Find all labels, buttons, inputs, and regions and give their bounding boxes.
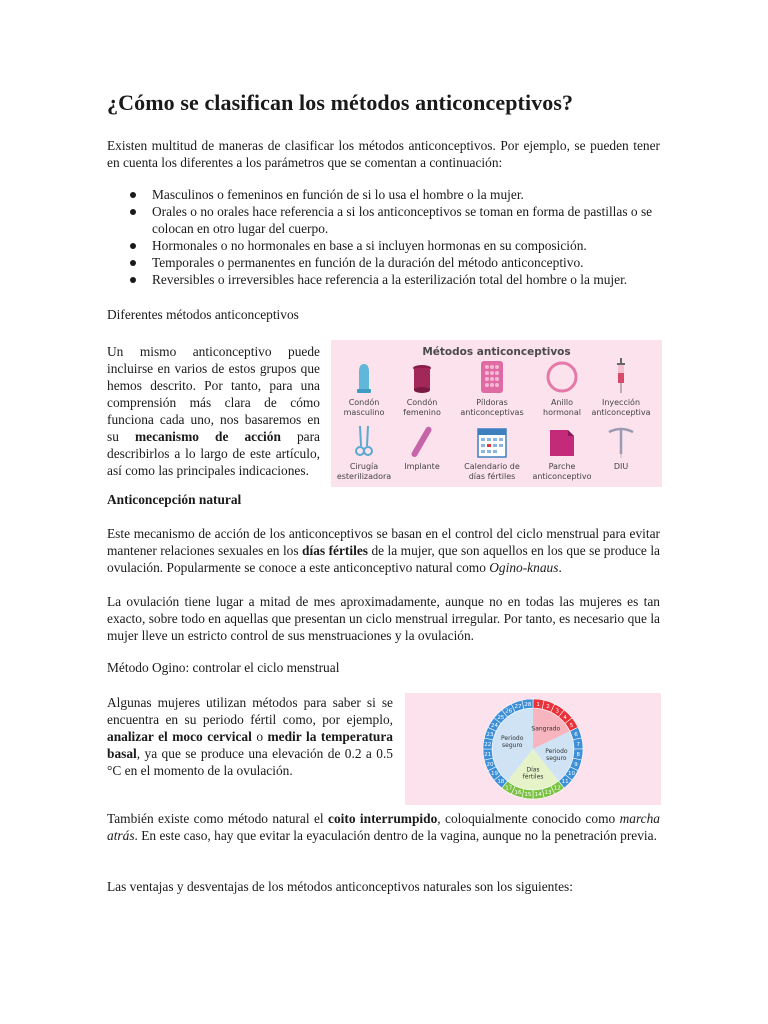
day-number: 22 [484,741,492,748]
day-number: 17 [505,785,513,792]
method-male-condom [331,360,397,418]
day-number: 19 [490,771,498,778]
menstrual-cycle-figure [405,693,661,805]
method-pills [459,360,525,418]
method-label: Parche anticonceptivo [532,462,592,481]
female-condom-icon [409,364,435,394]
cycle-wheel-chart [405,693,661,805]
ogino-paragraph-2: También existe como método natural el coito interrumpido, coloquialmente conocido como marcha atrás. En este caso, hay que evitar la eyaculación dentro de la vagina, aunque no la penetración previa. [107,811,660,843]
method-calendar [459,424,525,482]
day-number: 14 [534,792,542,799]
day-number: 7 [576,741,580,748]
day-number: 21 [484,752,492,759]
sector-label: seguro [546,754,567,762]
method-label: Anillo hormonal [543,398,581,417]
figure-title: Métodos anticonceptivos [422,346,571,358]
day-number: 25 [497,714,505,721]
section-heading-methods: Diferentes métodos anticonceptivos [107,307,299,322]
methods-paragraph: Un mismo anticonceptivo puede incluirse en varios de estos grupos que hemos descrito. Por tanto, para una comprensión más clara de cómo funciona cada uno, nos basaremos en su mecanismo de acción para describirlos a lo largo de este artículo, así como las principales indicaciones. [107,344,320,478]
day-number: 20 [486,762,494,769]
day-number: 16 [514,789,522,796]
method-ring [529,360,595,418]
bullet-icon [130,209,136,215]
list-item: Masculinos o femeninos en función de si lo usa el hombre o la mujer. [107,186,663,203]
day-number: 11 [561,779,569,786]
method-label: Implante [404,462,440,471]
day-number: 24 [490,722,498,729]
method-female-condom [389,360,455,418]
day-number: 15 [524,792,532,799]
day-number: 12 [553,785,561,792]
bullet-icon [130,260,136,266]
method-implant [389,424,455,472]
natural-paragraph-1: Este mecanismo de acción de los anticonceptivos se basan en el control del ciclo menstrual para evitar mantener relaciones sexuales en los días fértiles de la mujer, que son aquellos en los que se produce la ovulación. Popularmente se conoce a este anticonceptivo natural como Ogino-knaus. [107,526,660,575]
method-label: Condón masculino [343,398,385,417]
ring-icon [545,360,579,394]
bullet-icon [130,243,136,249]
list-item: Hormonales o no hormonales en base a si incluyen hormonas en su composición. [107,237,663,254]
calendar-icon [477,426,507,458]
day-number: 9 [574,762,578,769]
day-number: 6 [574,731,578,738]
method-patch [529,424,595,482]
patch-icon [548,428,576,458]
syringe-icon [612,358,630,394]
classification-list [107,186,663,288]
method-label: Inyección anticonceptiva [591,398,651,417]
method-iud [588,424,654,472]
section-heading-ogino: Método Ogino: controlar el ciclo menstrual [107,660,340,675]
method-surgery [331,424,397,482]
bullet-icon [130,192,136,198]
day-number: 8 [576,752,580,759]
implant-icon [409,424,435,458]
day-number: 27 [514,704,522,711]
day-number: 28 [524,701,532,708]
sector-label: Periodo [545,747,568,755]
advantages-intro: Las ventajas y desventajas de los métodos anticonceptivos naturales son los siguientes: [107,879,573,894]
page-title: ¿Cómo se clasifican los métodos anticonceptivos? [107,90,574,115]
day-number: 2 [546,704,550,711]
method-label: Calendario de días fértiles [464,462,520,481]
male-condom-icon [354,362,374,394]
sector-label: seguro [502,742,523,750]
day-number: 10 [568,771,576,778]
method-label: Píldoras anticonceptivas [460,398,524,417]
day-number: 13 [544,789,552,796]
day-number: 5 [569,722,574,729]
sector-label: fértiles [522,773,544,781]
contraceptive-methods-figure [331,340,662,487]
method-label: DIU [613,462,629,471]
iud-icon [606,424,636,458]
day-number: 26 [505,708,513,715]
natural-paragraph-2: La ovulación tiene lugar a mitad de mes aproximadamente, aunque no en todas las mujeres es tan exacto, sobre todo en aquellas que presentan un ciclo menstrual irregular. Por tanto, es necesario que la mujer lleve un estricto control de sus menstruaciones y la ovulación. [107,594,660,643]
day-number: 3 [555,708,559,715]
sector-label: Días [526,766,540,774]
day-number: 1 [536,701,540,708]
sector-label: Sangrado [531,725,561,733]
sector-label: Periodo [501,735,524,743]
pills-icon [480,360,504,394]
ogino-paragraph-1: Algunas mujeres utilizan métodos para saber si se encuentra en su periodo fértil como, por ejemplo, analizar el moco cervical o medir la temperatura basal, ya que se produce una elevación de 0.2 a 0.5 °C en el momento de la ovulación. [107,695,394,778]
bullet-icon [130,277,136,283]
method-injection [588,360,654,418]
list-item: Orales o no orales hace referencia a si los anticonceptivos se toman en forma de pastillas o se colocan en otro lugar del cuerpo. [107,203,663,237]
section-heading-natural: Anticoncepción natural [107,492,242,507]
day-number: 23 [486,731,494,738]
list-item: Temporales o permanentes en función de la duración del método anticonceptivo. [107,254,663,271]
intro-paragraph: Existen multitud de maneras de clasificar los métodos anticonceptivos. Por ejemplo, se pueden tener en cuenta los diferentes a los parámetros que se comentan a continuación: [107,138,660,170]
method-label: Condón femenino [403,398,441,417]
day-number: 18 [497,779,505,786]
surgical-tools-icon [352,424,376,458]
list-item: Reversibles o irreversibles hace referencia a la esterilización total del hombre o la mujer. [107,271,663,288]
method-label: Cirugía esterilizadora [336,462,392,481]
day-number: 4 [563,714,567,721]
